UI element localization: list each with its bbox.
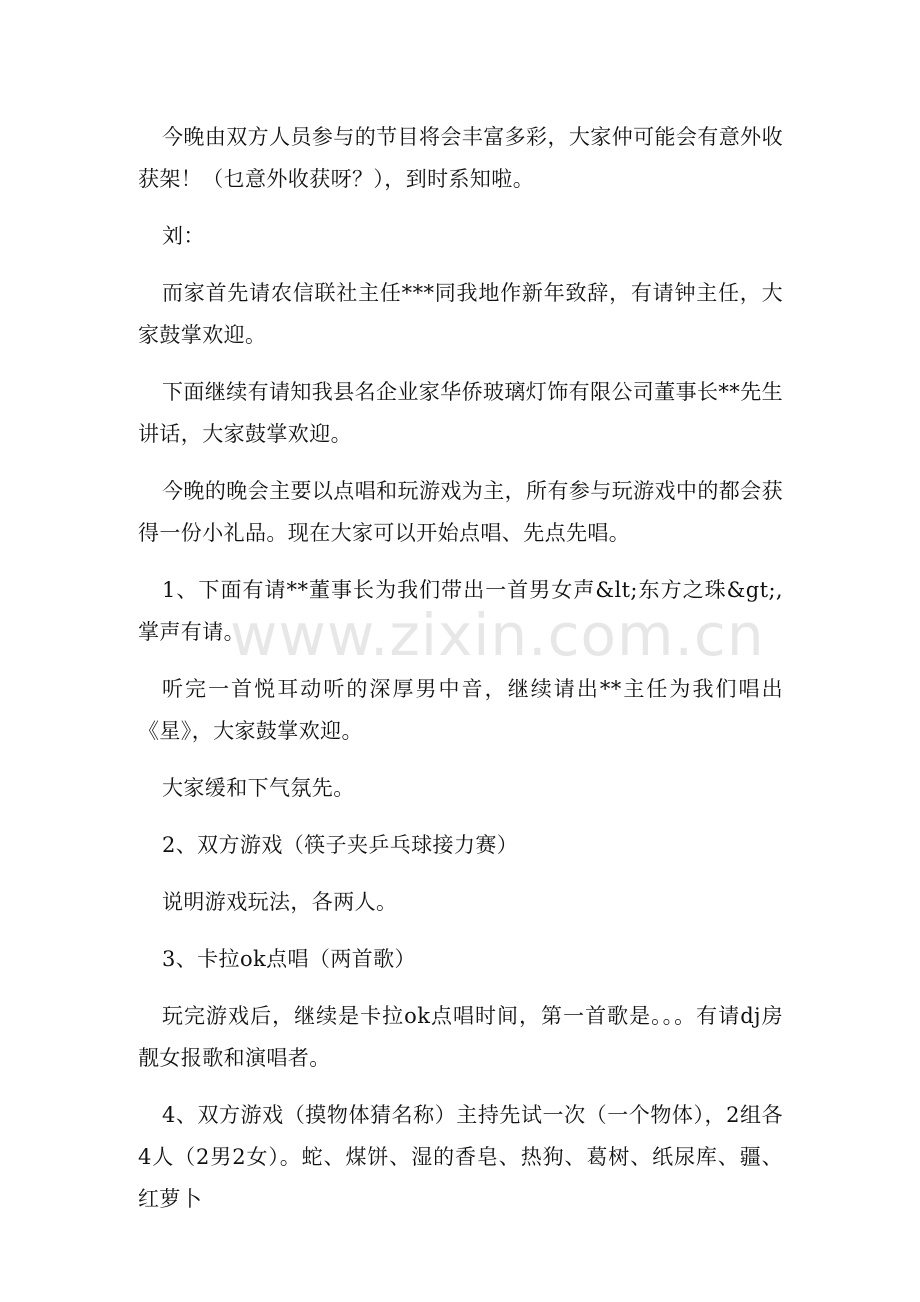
paragraph-2: 刘： (162, 224, 205, 248)
paragraph-4: 下面继续有请知我县名企业家华侨玻璃灯饰有限公司董事长**先生讲话，大家鼓掌欢迎。 (138, 380, 783, 446)
paragraph-7: 听完一首悦耳动听的深厚男中音，继续请出**主任为我们唱出《星》，大家鼓掌欢迎。 (138, 677, 783, 743)
paragraph-5: 今晚的晚会主要以点唱和玩游戏为主，所有参与玩游戏中的都会获得一份小礼品。现在大家可以开始点唱、先点先唱。 (138, 479, 783, 545)
paragraph-9: 2、双方游戏（筷子夹乒乓球接力赛） (162, 833, 519, 857)
paragraph-3: 而家首先请农信联社主任***同我地作新年致辞，有请钟主任，大家鼓掌欢迎。 (138, 281, 783, 347)
paragraph-1: 今晚由双方人员参与的节目将会丰富多彩，大家仲可能会有意外收获架！（乜意外收获呀？），到时系知啦。 (138, 125, 783, 191)
watermark: www.zixin.com.cn (230, 601, 765, 669)
paragraph-10: 说明游戏玩法，各两人。 (162, 890, 398, 914)
paragraph-8: 大家缓和下气氛先。 (162, 776, 355, 800)
document-body (138, 116, 783, 1235)
paragraph-12: 玩完游戏后，继续是卡拉ok点唱时间，第一首歌是。。。有请dj房靓女报歌和演唱者。 (138, 1004, 783, 1070)
paragraph-11: 3、卡拉ok点唱（两首歌） (162, 947, 416, 971)
paragraph-13: 4、双方游戏（摸物体猜名称）主持先试一次（一个物体），2组各4人（2男2女）。蛇、煤饼、湿的香皂、热狗、葛树、纸尿库、疆、红萝卜 (138, 1103, 783, 1211)
paragraph-6: 1、下面有请**董事长为我们带出一首男女声&lt;东方之珠&gt;,掌声有请。 (138, 578, 783, 644)
